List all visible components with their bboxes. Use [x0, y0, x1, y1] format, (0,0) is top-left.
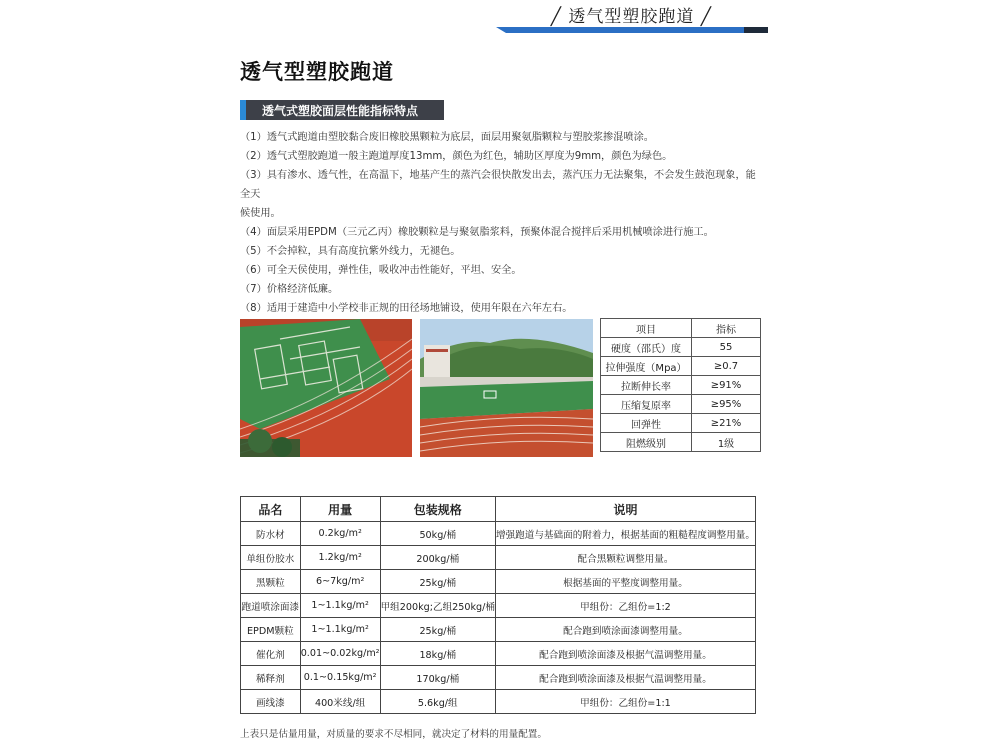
stadium-photo [420, 319, 593, 457]
spec-header-value: 指标 [692, 319, 761, 338]
product-packaging: 5.6kg/组 [380, 690, 495, 714]
product-description: 甲组份：乙组份=1:2 [495, 594, 755, 618]
spec-table-header [601, 319, 761, 338]
spec-item: 拉断伸长率 [601, 376, 692, 395]
product-name: 催化剂 [241, 642, 301, 666]
header-description: 说明 [495, 497, 755, 522]
feature-line: （5）不会掉粒，具有高度抗紫外线力，无褪色。 [240, 246, 461, 257]
spec-item: 回弹性 [601, 414, 692, 433]
table-row [241, 522, 756, 546]
footnote: 上表只是估量用量，对质量的要求不尽相同，就决定了材料的用量配置。 [240, 729, 547, 740]
product-dosage: 1~1.1kg/m² [300, 618, 380, 642]
spec-value: 1级 [692, 433, 761, 452]
header-tag [496, 0, 768, 34]
section-heading [240, 100, 444, 120]
table-row [601, 376, 761, 395]
product-packaging: 甲组200kg;乙组250kg/桶 [380, 594, 495, 618]
feature-list [240, 128, 760, 318]
header-packaging: 包装规格 [380, 497, 495, 522]
spec-header-item: 项目 [601, 319, 692, 338]
page-title: 透气型塑胶跑道 [240, 60, 394, 84]
header-accent-bar [496, 27, 768, 33]
table-row [601, 433, 761, 452]
product-name: 稀释剂 [241, 666, 301, 690]
table-row [241, 570, 756, 594]
product-description: 配合跑到喷涂面漆及根据气温调整用量。 [495, 666, 755, 690]
feature-line: （1）透气式跑道由塑胶黏合废旧橡胶黑颗粒为底层，面层用聚氨脂颗粒与塑胶浆掺混喷涂。 [240, 132, 654, 143]
product-packaging: 18kg/桶 [380, 642, 495, 666]
product-name: 防水材 [241, 522, 301, 546]
product-table [240, 496, 756, 714]
product-description: 增强跑道与基础面的附着力，根据基面的粗糙程度调整用量。 [495, 522, 755, 546]
table-row [241, 618, 756, 642]
product-name: EPDM颗粒 [241, 618, 301, 642]
header-bar-notch [496, 27, 506, 33]
product-name: 单组份胶水 [241, 546, 301, 570]
section-heading-text: 透气式塑胶面层性能指标特点 [262, 104, 419, 118]
header-tag-text: ╱ 透气型塑胶跑道 ╱ [550, 7, 712, 27]
brochure-page [232, 0, 768, 750]
product-description: 根据基面的平整度调整用量。 [495, 570, 755, 594]
header-product-name: 品名 [241, 497, 301, 522]
product-dosage: 0.01~0.02kg/m² [300, 642, 380, 666]
spec-value: ≥95% [692, 395, 761, 414]
table-row [601, 338, 761, 357]
product-description: 配合黑颗粒调整用量。 [495, 546, 755, 570]
spec-value: ≥21% [692, 414, 761, 433]
header-dosage: 用量 [300, 497, 380, 522]
feature-line: （3）具有渗水、透气性，在高温下，地基产生的蒸汽会很快散发出去，蒸汽压力无法聚集，不会发生鼓泡现象，能全天 [240, 170, 756, 200]
table-row [241, 594, 756, 618]
product-name: 画线漆 [241, 690, 301, 714]
table-row [241, 666, 756, 690]
product-name: 黑颗粒 [241, 570, 301, 594]
product-packaging: 25kg/桶 [380, 618, 495, 642]
product-dosage: 1.2kg/m² [300, 546, 380, 570]
feature-line: （8）适用于建造中小学校非正规的田径场地铺设，使用年限在六年左右。 [240, 303, 573, 314]
spec-item: 阻燃级别 [601, 433, 692, 452]
product-dosage: 400米线/组 [300, 690, 380, 714]
feature-line: （6）可全天侯使用，弹性佳，吸收冲击性能好，平坦、安全。 [240, 265, 522, 276]
feature-line: （4）面层采用EPDM（三元乙丙）橡胶颗粒是与聚氨脂浆料，预聚体混合搅拌后采用机械喷涂进行施工。 [240, 227, 714, 238]
spec-table [600, 318, 761, 452]
spec-value: ≥0.7 [692, 357, 761, 376]
product-description: 配合跑到喷涂面漆调整用量。 [495, 618, 755, 642]
table-row [241, 690, 756, 714]
table-row [601, 357, 761, 376]
product-packaging: 200kg/桶 [380, 546, 495, 570]
feature-line: 候使用。 [240, 208, 281, 219]
product-packaging: 50kg/桶 [380, 522, 495, 546]
table-row [601, 414, 761, 433]
spec-item: 拉伸强度（Mpa） [601, 357, 692, 376]
product-packaging: 25kg/桶 [380, 570, 495, 594]
product-description: 甲组份：乙组份=1:1 [495, 690, 755, 714]
track-aerial-photo [240, 319, 412, 457]
table-row [601, 395, 761, 414]
spec-value: 55 [692, 338, 761, 357]
spec-value: ≥91% [692, 376, 761, 395]
spec-item: 硬度（邵氏）度 [601, 338, 692, 357]
table-row [241, 546, 756, 570]
spec-item: 压缩复原率 [601, 395, 692, 414]
product-table-header [241, 497, 756, 522]
product-name: 跑道喷涂面漆 [241, 594, 301, 618]
feature-line: （2）透气式塑胶跑道一般主跑道厚度13mm，颜色为红色，辅助区厚度为9mm，颜色为绿色。 [240, 151, 673, 162]
product-description: 配合跑到喷涂面漆及根据气温调整用量。 [495, 642, 755, 666]
table-row [241, 642, 756, 666]
product-dosage: 6~7kg/m² [300, 570, 380, 594]
product-packaging: 170kg/桶 [380, 666, 495, 690]
product-dosage: 1~1.1kg/m² [300, 594, 380, 618]
product-dosage: 0.1~0.15kg/m² [300, 666, 380, 690]
feature-line: （7）价格经济低廉。 [240, 284, 339, 295]
product-dosage: 0.2kg/m² [300, 522, 380, 546]
